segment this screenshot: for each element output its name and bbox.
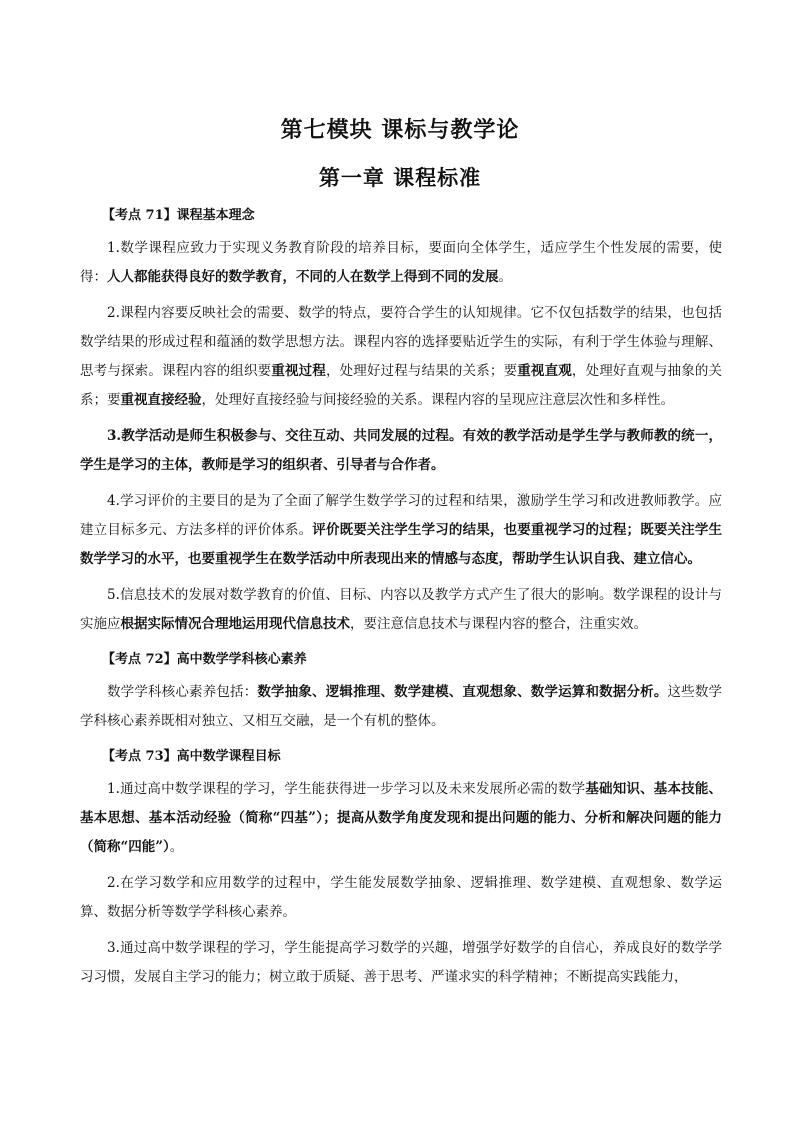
text-run: 2.课程内容要反映社会的需要、数学的特点，要符合学生的认知规律。它不仅包括数学的结果，也包括数学结果的形成过程和蕴涵的数学思想方法。课程内容的选择要贴近学生的实际，有利于学生体验与理解、思考与探索。课程内容的组织要 — [80, 305, 722, 379]
text-run: 这些数学学科核心素养既相对独立、又相互交融，是一个有机的整体。 — [80, 684, 723, 729]
text-run: 3.通过高中数学课程的学习，学生能提高学习数学的兴趣，增强学好数学的自信心，养成良好的数学学习习惯，发展自主学习的能力；树立敢于质疑、善于思考、严谨求实的科学精神；不断提高实践能力， — [80, 940, 722, 985]
section-heading: 【考点 71】课程基本理念 — [102, 208, 255, 223]
bold-text: 根据实际情况合理地运用现代信息技术 — [120, 616, 350, 632]
bold-text: 重视直接经验 — [120, 392, 202, 408]
paragraph — [80, 869, 722, 927]
paragraph — [80, 678, 722, 736]
paragraph — [80, 422, 722, 480]
paragraph — [80, 487, 722, 574]
module-title: 第七模块 课标与教学论 — [280, 117, 520, 143]
text-run: 1.通过高中数学课程的学习，学生能获得进一步学习以及未来发展所必需的数学 — [107, 781, 586, 797]
bold-text: 基础知识、基本技能、基本思想、基本活动经验（简称“四基”）；提高从数学角度发现和提出问题的能力、分析和解决问题的能力（简称“四能”） — [80, 781, 723, 855]
text-run: ，处理好过程与结果的关系；要 — [325, 363, 518, 379]
bold-text: 人人都能获得良好的数学教育，不同的人在数学上得到不同的发展 — [107, 269, 499, 285]
document-body — [80, 200, 722, 999]
bold-text: 3.教学活动是师生积极参与、交往互动、共同发展的过程。有效的教学活动是学生学与教师教的统一，学生是学习的主体，教师是学习的组织者、引导者与合作者。 — [80, 428, 722, 473]
text-run: ，要注意信息技术与课程内容的整合，注重实效。 — [350, 616, 647, 632]
bold-text: 重视过程 — [271, 363, 326, 379]
bold-text: 数学抽象、逻辑推理、数学建模、直观想象、数学运算和数据分析。 — [257, 684, 668, 700]
paragraph — [80, 234, 722, 292]
text-run: 数学学科核心素养包括： — [107, 684, 258, 700]
chapter-title: 第一章 课程标准 — [318, 165, 482, 190]
text-run: 4.学习评价的主要目的是为了全面了解学生数学学习的过程和结果，激励学生学习和改进教师教学。应建立目标多元、方法多样的评价体系。 — [80, 493, 722, 538]
text-run: 5.信息技术的发展对数学教育的价值、目标、内容以及教学方式产生了很大的影响。数学课程的设计与实施应 — [80, 587, 722, 632]
text-run: 。 — [498, 269, 512, 285]
paragraph — [80, 775, 722, 862]
paragraph — [80, 299, 722, 415]
text-run: 1.数学课程应致力于实现义务教育阶段的培养目标，要面向全体学生，适应学生个性发展的需要，使得： — [80, 240, 722, 285]
bold-text: 评价既要关注学生学习的结果，也要重视学习的过程；既要关注学生数学学习的水平，也要重视学生在数学活动中所表现出来的情感与态度，帮助学生认识自我、建立信心。 — [80, 522, 723, 567]
paragraph — [80, 934, 722, 992]
bold-text: 重视直观 — [517, 363, 572, 379]
text-run: 。 — [169, 839, 184, 855]
text-run: ，处理好直接经验与间接经验的关系。课程内容的呈现应注意层次性和多样性。 — [201, 392, 674, 408]
text-run: ，处理好直观与抽象的关系；要 — [80, 363, 723, 408]
section-heading: 【考点 72】高中数学学科核心素养 — [102, 652, 307, 667]
section-heading: 【考点 73】高中数学课程目标 — [102, 749, 281, 764]
paragraph — [80, 581, 722, 639]
text-run: 2.在学习数学和应用数学的过程中，学生能发展数学抽象、逻辑推理、数学建模、直观想象、数学运算、数据分析等数学学科核心素养。 — [80, 875, 722, 920]
